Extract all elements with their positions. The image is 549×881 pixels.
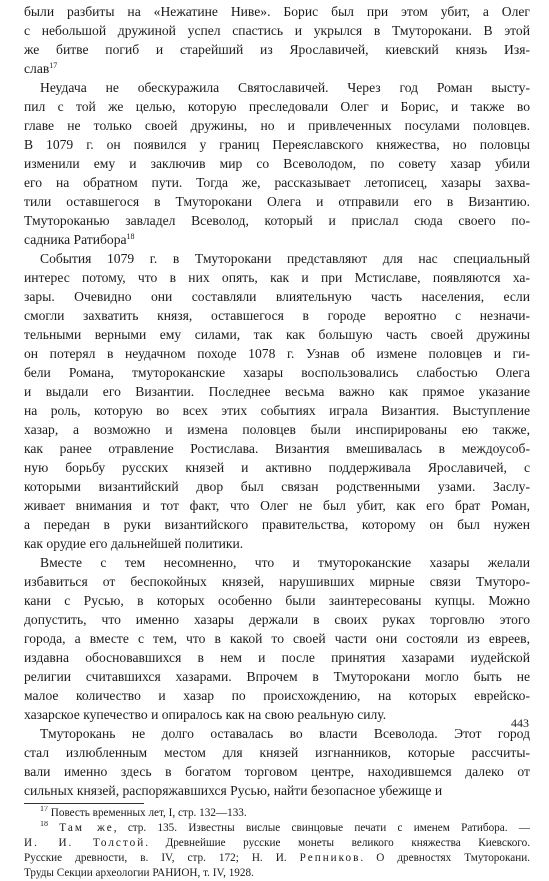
footnote-ref[interactable]: 17: [49, 61, 58, 70]
text-line: [24, 211, 530, 230]
line-text: Тмутороканью завладел Всеволод, который и прислал сюда своего по-: [24, 213, 530, 228]
line-text: были разбиты на «Нежатине Ниве». Борис был при этом убит, а Олег: [24, 4, 530, 19]
text-line: [24, 477, 530, 496]
line-text: сильных князей, распоряжавшихся Русью, найти безопасное убежище и: [24, 783, 443, 798]
line-text: События 1079 г. в Тмуторокани представляют для нас специальный: [40, 251, 530, 266]
text-line: [24, 306, 530, 325]
line-text: издавна обосновавшихся в нем и после принятия хазарами иудейской: [24, 650, 530, 665]
footnote-text: Русские древности, в. IV, стр. 172; Н. И.: [24, 852, 300, 864]
line-text: тили оставшегося в Тмуторокани Олега и отправили его в Византию.: [24, 194, 530, 209]
footnote-text: . О древностях Тмуторокани.: [360, 852, 530, 864]
page-body: [24, 2, 530, 881]
text-line: [24, 382, 530, 401]
footnote-number: 17: [40, 806, 48, 813]
text-line: [24, 439, 530, 458]
text-line: [24, 97, 530, 116]
line-text: которыми византийский двор был связан родственными узами. Заслу-: [24, 479, 530, 494]
footnote-text: Повесть временных лет, I, стр. 132—133.: [50, 807, 247, 819]
text-line: [24, 724, 530, 743]
footnote-text: , стр. 135. Известны вислые свинцовые печати с именем Ратибора. —: [113, 822, 530, 834]
line-text: избавиться от беспокойных князей, нарушивших мирные связи Тмуторо-: [24, 574, 530, 589]
line-text: главе не только своей дружины, но и привлеченных посулами половцев.: [24, 118, 530, 133]
line-text: он потерял в неудачном походе 1078 г. Узнав об измене половцев и ги-: [24, 346, 530, 361]
footnote-number: 18: [40, 821, 48, 828]
line-text: садника Ратибора: [24, 232, 127, 247]
line-text: на роль, которую во всех этих событиях играла Византия. Выступление: [24, 403, 530, 418]
footnotes: [24, 806, 530, 881]
text-line: [24, 553, 530, 572]
footnote-text: Труды Секции археологии РАНИОН, т. IV, 1928.: [24, 867, 254, 879]
text-line: [24, 743, 530, 762]
footnote-17: [24, 806, 530, 821]
text-line: [24, 287, 530, 306]
footnote-18: [24, 821, 530, 836]
line-text: его на обратном пути. Тогда же, рассказывает летописец, хазары захва-: [24, 175, 530, 190]
footnote-18-line: [24, 836, 530, 851]
text-line: [24, 363, 530, 382]
line-text: смогли захватить князя, оставшегося в городе вероятно с незначи-: [24, 308, 530, 323]
text-line: [24, 705, 530, 724]
text-line: [24, 401, 530, 420]
line-text: допустить, что именно хазары держали в своих руках торговлю этого: [24, 612, 530, 627]
text-line: [24, 762, 530, 781]
text-line: [24, 173, 530, 192]
text-line: [24, 591, 530, 610]
footnote-18-line: [24, 851, 530, 866]
text-line: [24, 648, 530, 667]
line-text: малое количество и хазар по происхождению, на которых еврейско-: [24, 688, 530, 703]
text-line: [24, 610, 530, 629]
line-text: Неудача не обескуражила Святославичей. Через год Роман высту-: [40, 80, 530, 95]
text-line: [24, 534, 530, 553]
text-line: [24, 2, 530, 21]
text-line: [24, 78, 530, 97]
footnote-author: Репников: [299, 852, 361, 864]
main-text: [24, 2, 530, 800]
line-text: изменили ему и заключив мир со Всеволодом, по совету хазар убили: [24, 156, 530, 171]
text-line: [24, 515, 530, 534]
footnote-ref[interactable]: 18: [126, 232, 135, 241]
line-text: с небольшой дружиной успел спастись и укрылся в Тмуторокани. В этой: [24, 23, 530, 38]
line-text: бели Романа, тмутороканские хазары воспользовались слабостью Олега: [24, 365, 530, 380]
text-line: [24, 781, 530, 800]
line-text: как орудие его дальнейшей политики.: [24, 536, 244, 551]
line-text: Вместе с тем несомненно, что и тмутороканские хазары желали: [40, 555, 530, 570]
text-line: [24, 629, 530, 648]
footnote-divider: [24, 803, 144, 804]
line-text: и выдали его Византии. Последнее весьма важно как прямое указание: [24, 384, 530, 399]
footnote-author: И. И. Толстой: [24, 837, 146, 849]
line-text: города, а вместе с тем, что в какой то своей части они состояли из евреев,: [24, 631, 530, 646]
footnote-text: . Древнейшие русские монеты великого княжества Киевского.: [145, 837, 530, 849]
line-text: Тмуторокань не долго оставалась во власти Всеволода. Этот город: [40, 726, 530, 741]
line-text: зары. Очевидно они составляли влиятельную часть населения, если: [24, 289, 530, 304]
text-line: [24, 344, 530, 363]
text-line: [24, 192, 530, 211]
line-text: а передан в руки византийского правительства, которому он был нужен: [24, 517, 530, 532]
line-text: пил с той же целью, которую преследовали Олег и Борис, и также во: [24, 99, 530, 114]
line-text: В 1079 г. он появился у границ Переяславского княжества, но половцы: [24, 137, 530, 152]
text-line: [24, 59, 530, 78]
text-line: [24, 325, 530, 344]
text-line: [24, 458, 530, 477]
text-line: [24, 667, 530, 686]
text-line: [24, 135, 530, 154]
line-text: живает внимания и тот факт, что Олег не был убит, как его брат Роман,: [24, 498, 530, 513]
line-text: слав: [24, 61, 50, 76]
text-line: [24, 420, 530, 439]
line-text: интерес потому, что в них опять, как и при Мстиславе, появляются ха-: [24, 270, 530, 285]
footnote-author: Там же: [59, 822, 114, 834]
line-text: же битве погиб и старейший из Ярославичей, киевский князь Изя-: [24, 42, 530, 57]
text-line: [24, 268, 530, 287]
line-text: вали именно здесь в богатом торговом центре, находившемся далеко от: [24, 764, 530, 779]
text-line: [24, 496, 530, 515]
text-line: [24, 230, 530, 249]
footnote-18-line: [24, 866, 530, 881]
line-text: ную борьбу русских князей и активно поддерживала Ярославичей, с: [24, 460, 530, 475]
line-text: религии считавшихся хазарами. Впрочем в Тмуторокани могло быть не: [24, 669, 530, 684]
line-text: хазарское купечество и опиралось как на свою реальную силу.: [24, 707, 387, 722]
page-number: 443: [511, 716, 529, 730]
text-line: [24, 116, 530, 135]
text-line: [24, 572, 530, 591]
line-text: кани с Русью, в которых особенно были заинтересованы купцы. Можно: [24, 593, 530, 608]
line-text: как ранее отравление Ростислава. Византия вмешивалась в междоусоб-: [24, 441, 530, 456]
text-line: [24, 249, 530, 268]
line-text: хазар, а возможно и измена половцев были инспирированы ею также,: [24, 422, 530, 437]
line-text: стал излюбленным местом для князей изгнанников, которые рассчиты-: [24, 745, 530, 760]
text-line: [24, 40, 530, 59]
text-line: [24, 21, 530, 40]
text-line: [24, 686, 530, 705]
line-text: тельными верными ему силами, так как большую часть своей дружины: [24, 327, 530, 342]
text-line: [24, 154, 530, 173]
